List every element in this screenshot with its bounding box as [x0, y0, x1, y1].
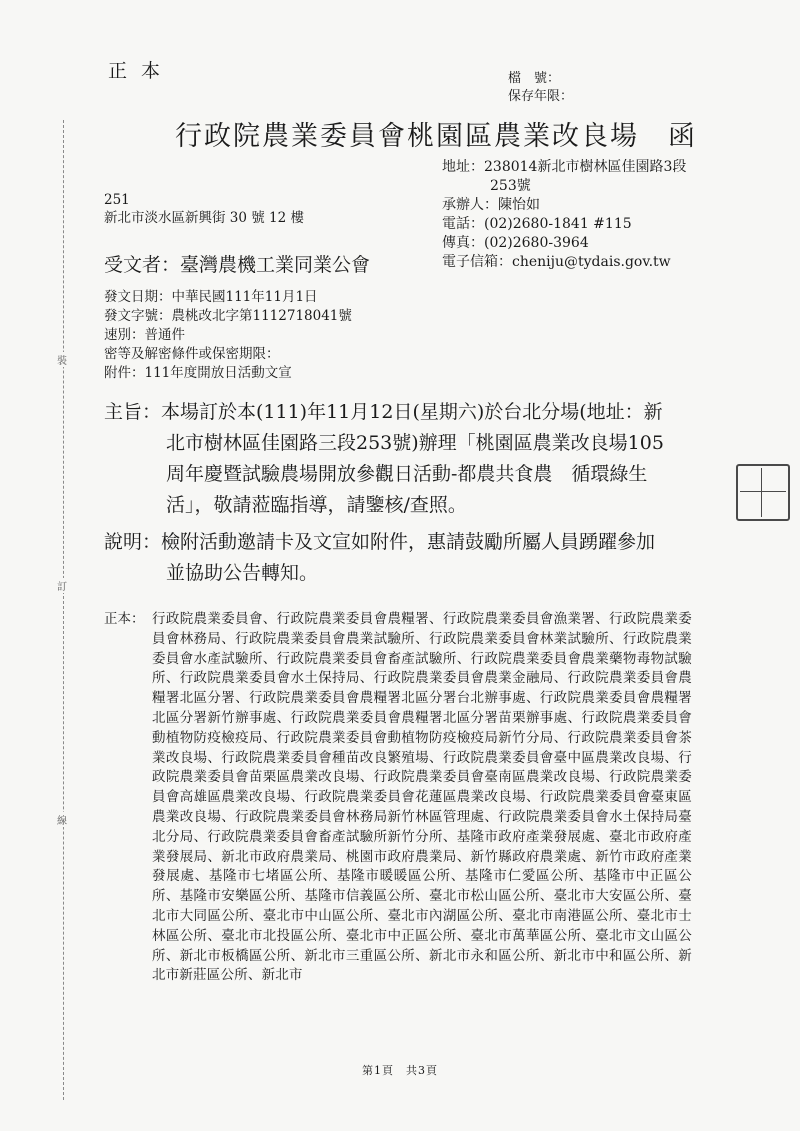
subject-line: 活」，敬請蒞臨指導，請鑒核/查照。 [166, 494, 467, 516]
recipient-address [104, 191, 304, 227]
description [104, 527, 724, 589]
sender-info [442, 158, 742, 272]
sender-address-cont: 253號 [490, 178, 531, 194]
attachment: 附件：111年度開放日活動文宣 [104, 365, 292, 381]
document-title: 行政院農業委員會桃園區農業改良場 函 [175, 121, 697, 152]
recipient: 受文者：臺灣農機工業同業公會 [104, 254, 371, 276]
page-number: 第1頁 共3頁 [362, 1064, 438, 1077]
copy-recipients-label: 正本： [104, 611, 145, 627]
sender-fax: 傳真：(02)2680-3964 [442, 235, 589, 251]
issue-date: 發文日期：中華民國111年11月1日 [104, 289, 318, 305]
description-line: 並協助公告轉知。 [166, 562, 319, 584]
delivery-speed: 速別：普通件 [104, 327, 185, 343]
subject-line: 周年慶暨試驗農場開放參觀日活動-都農共食農 循環綠生 [166, 463, 648, 485]
subject [104, 397, 724, 521]
sender-address: 地址：238014新北市樹林區佳園路3段 [442, 159, 687, 175]
binding-mark-xian: 線 [57, 812, 67, 827]
retention-label: 保存年限： [508, 89, 574, 104]
recipient-postcode: 251 [104, 192, 130, 208]
description-line: 說明：檢附活動邀請卡及文宣如附件，惠請鼓勵所屬人員踴躍參加 [104, 531, 656, 553]
file-meta [508, 70, 573, 106]
copy-recipients [104, 610, 704, 986]
official-seal-stamp [736, 464, 790, 521]
subject-line: 北市樹林區佳園路三段253號)辦理「桃園區農業改良場105 [166, 432, 664, 454]
binding-mark-zhuang: 裝 [57, 352, 67, 367]
sender-email: 電子信箱：cheniju@tydais.gov.tw [442, 254, 671, 270]
binding-mark-ding: 訂 [57, 578, 67, 593]
sender-contact: 承辦人：陳怡如 [442, 197, 540, 213]
subject-line: 主旨：本場訂於本(111)年11月12日(星期六)於台北分場(地址：新 [104, 401, 663, 423]
copy-recipients-list: 行政院農業委員會、行政院農業委員會農糧署、行政院農業委員會漁業署、行政院農業委員會林務局、行政院農業委員會農業試驗所、行政院農業委員會林業試驗所、行政院農業委員會水產試驗所、行政院農業委員會畜產試驗所、行政院農業委員會農業藥物毒物試驗所、行政院農業委員會水土保持局、行政院農業委員會農業金融局、行政院農業委員會農糧署北區分署、行政院農業委員會農糧署北區分署台北辦事處、行政院農業委員會農糧署北區分署新竹辦事處、行政院農業委員會農糧署北區分署苗栗辦事處、行政院農業委員會動植物防疫檢疫局、行政院農業委員會動植物防疫檢疫局新竹分局、行政院農業委員會茶業改良場、行政院農業委員會種苗改良繁殖場、行政院農業委員會臺中區農業改良場、行政院農業委員會苗栗區農業改良場、行政院農業委員會臺南區農業改良場、行政院農業委員會高雄區農業改良場、行政院農業委員會花蓮區農業改良場、行政院農業委員會臺東區農業改良場、行政院農業委員會林務局新竹林區管理處、行政院農業委員會水土保持局臺北分局、行政院農業委員會畜產試驗所新竹分所、基隆市政府產業發展處、臺北市政府產業發展局、新北市政府農業局、桃園市政府農業局、新竹縣政府農業處、新竹市政府產業發展處、基隆市七堵區公所、基隆市暖暖區公所、基隆市仁愛區公所、基隆市中正區公所、基隆市安樂區公所、基隆市信義區公所、臺北市松山區公所、臺北市大安區公所、臺北市大同區公所、臺北市中山區公所、臺北市內湖區公所、臺北市南港區公所、臺北市士林區公所、臺北市北投區公所、臺北市中正區公所、臺北市萬華區公所、臺北市文山區公所、新北市板橋區公所、新北市三重區公所、新北市永和區公所、新北市中和區公所、新北市新莊區公所、新北市 [152, 611, 692, 984]
recipient-street: 新北市淡水區新興街 30 號 12 樓 [104, 210, 305, 226]
document-info [104, 288, 352, 383]
binding-line [63, 120, 64, 1100]
sender-phone: 電話：(02)2680-1841 #115 [442, 216, 632, 232]
secrecy-level: 密等及解密條件或保密期限： [104, 346, 280, 362]
file-number-label: 檔 號： [508, 71, 561, 86]
document-number: 發文字號：農桃改北字第1112718041號 [104, 308, 352, 324]
copy-label: 正本 [108, 60, 175, 82]
